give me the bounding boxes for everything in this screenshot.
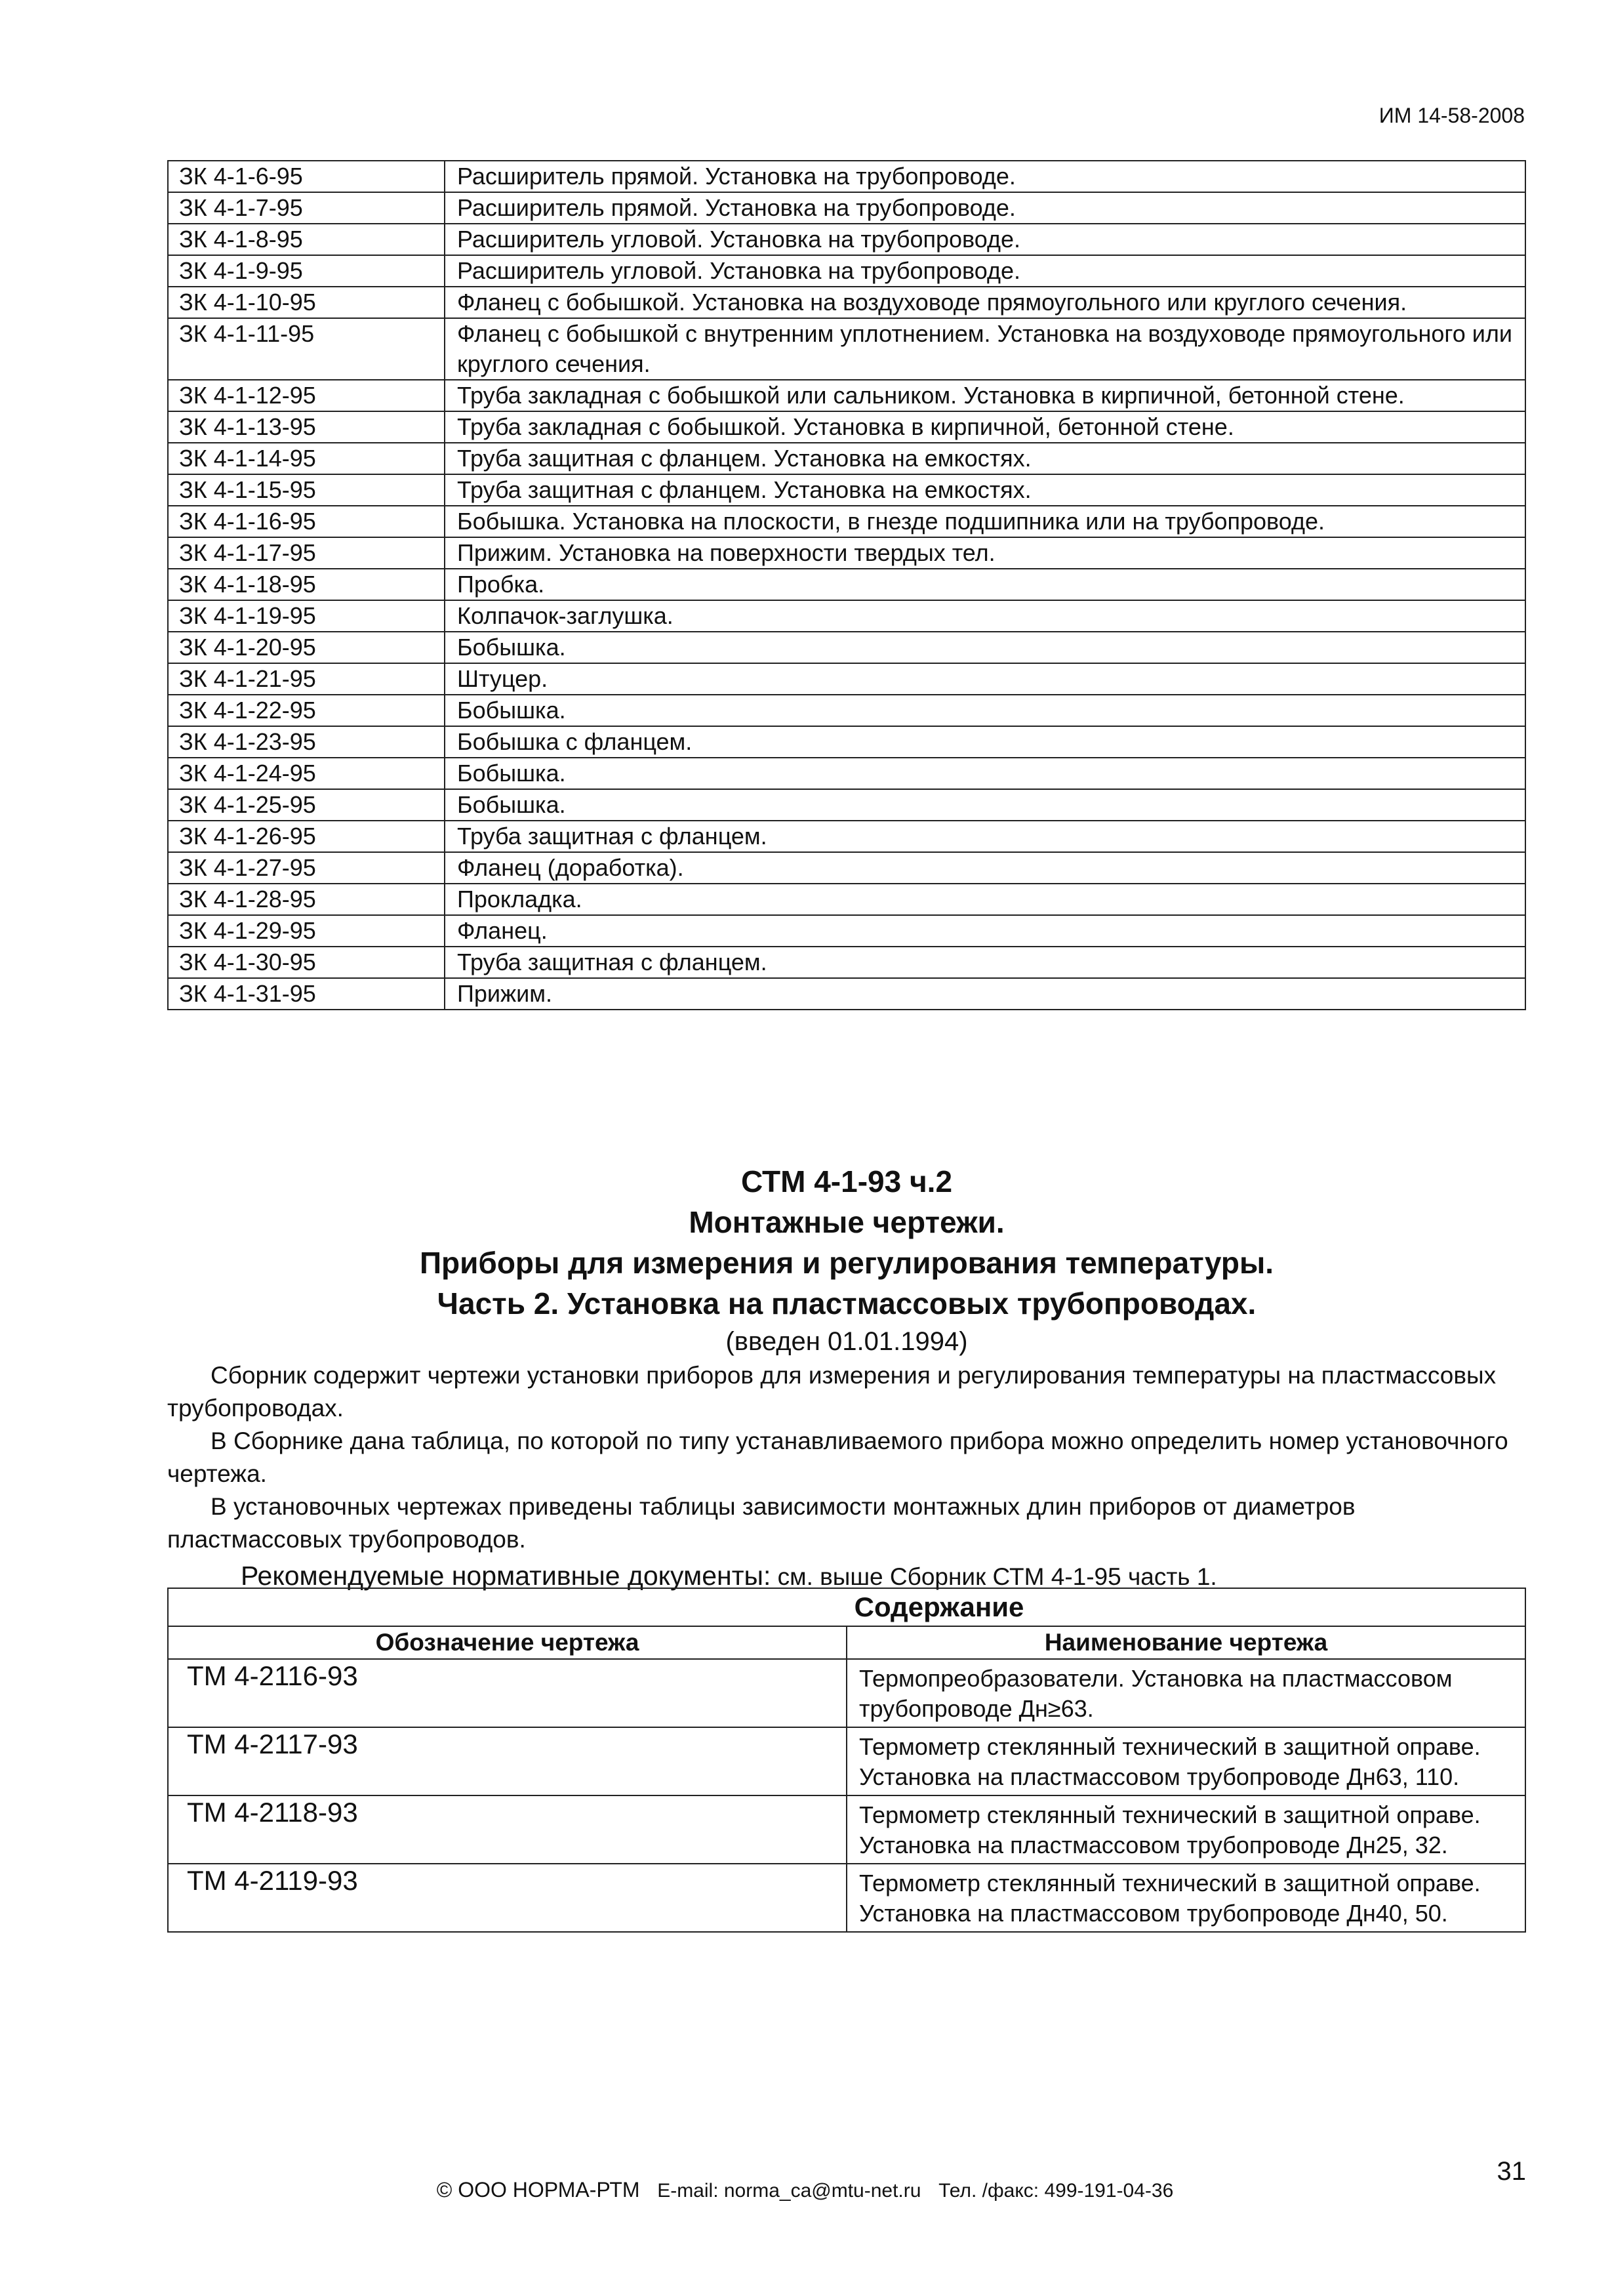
- drawing-name: Прижим. Установка на поверхности твердых тел.: [445, 537, 1525, 569]
- drawing-code: ЗК 4-1-31-95: [168, 978, 445, 1010]
- footer: [0, 2178, 1610, 2202]
- drawing-name: Термометр стеклянный технический в защитной оправе. Установка на пластмассовом трубопроводе Дн25, 32.: [847, 1795, 1525, 1864]
- footer-email: E-mail: norma_ca@mtu-net.ru: [657, 2180, 921, 2202]
- recommended-docs-label: Рекомендуемые нормативные документы:: [241, 1561, 771, 1591]
- drawing-code: ЗК 4-1-16-95: [168, 506, 445, 537]
- recommended-docs-value: см. выше Сборник СТМ 4-1-95 часть 1.: [777, 1563, 1217, 1590]
- introduced-date: (введен 01.01.1994): [725, 1327, 968, 1356]
- table-row: [168, 663, 1525, 695]
- drawing-code: ЗК 4-1-7-95: [168, 192, 445, 224]
- table-row: [168, 161, 1525, 192]
- drawing-code: ЗК 4-1-18-95: [168, 569, 445, 600]
- table-row: [168, 380, 1525, 411]
- drawing-name: Труба закладная с бобышкой. Установка в кирпичной, бетонной стене.: [445, 411, 1525, 443]
- drawing-code: ТМ 4-2119-93: [168, 1864, 847, 1932]
- drawing-name: Термометр стеклянный технический в защитной оправе. Установка на пластмассовом трубопроводе Дн40, 50.: [847, 1864, 1525, 1932]
- drawing-name: Штуцер.: [445, 663, 1525, 695]
- table-row: [168, 1795, 1525, 1864]
- drawing-name: Труба защитная с фланцем. Установка на емкостях.: [445, 443, 1525, 474]
- drawing-name: Прижим.: [445, 978, 1525, 1010]
- table-row: [168, 537, 1525, 569]
- drawing-code: ЗК 4-1-28-95: [168, 884, 445, 915]
- drawing-name: Бобышка.: [445, 789, 1525, 821]
- table-row: [168, 318, 1525, 380]
- drawing-name: Расширитель прямой. Установка на трубопроводе.: [445, 161, 1525, 192]
- stm-section: [167, 1161, 1526, 1595]
- table-row: [168, 947, 1525, 978]
- table-row: [168, 758, 1525, 789]
- paragraph-contents: Сборник содержит чертежи установки приборов для измерения и регулирования температуры на пластмассовых трубопроводах.: [167, 1362, 1497, 1422]
- drawing-code: ЗК 4-1-21-95: [168, 663, 445, 695]
- drawing-code: ЗК 4-1-9-95: [168, 255, 445, 287]
- drawing-name: Фланец с бобышкой. Установка на воздуховоде прямоугольного или круглого сечения.: [445, 287, 1525, 318]
- table-row: [168, 1659, 1525, 1727]
- drawing-code: ЗК 4-1-23-95: [168, 726, 445, 758]
- contents-table: [167, 1588, 1526, 1933]
- section-title-part: Часть 2. Установка на пластмассовых трубопроводах.: [437, 1286, 1257, 1321]
- drawing-code: ЗК 4-1-11-95: [168, 318, 445, 380]
- table-row: [168, 600, 1525, 632]
- drawing-name: Труба защитная с фланцем.: [445, 947, 1525, 978]
- drawing-name: Бобышка. Установка на плоскости, в гнезде подшипника или на трубопроводе.: [445, 506, 1525, 537]
- paragraph-lengths: В установочных чертежах приведены таблицы зависимости монтажных длин приборов от диаметров пластмассовых трубопроводов.: [167, 1493, 1356, 1553]
- drawing-name: Фланец.: [445, 915, 1525, 947]
- drawing-code: ЗК 4-1-22-95: [168, 695, 445, 726]
- table-row: [168, 474, 1525, 506]
- table-row: [168, 569, 1525, 600]
- drawing-code: ЗК 4-1-27-95: [168, 852, 445, 884]
- table-row: [168, 224, 1525, 255]
- drawing-code: ЗК 4-1-19-95: [168, 600, 445, 632]
- drawing-name: Термометр стеклянный технический в защитной оправе. Установка на пластмассовом трубопроводе Дн63, 110.: [847, 1727, 1525, 1795]
- drawing-name: Пробка.: [445, 569, 1525, 600]
- drawing-code: ЗК 4-1-26-95: [168, 821, 445, 852]
- drawing-code: ТМ 4-2117-93: [168, 1727, 847, 1795]
- drawing-name: Колпачок-заглушка.: [445, 600, 1525, 632]
- drawing-code: ЗК 4-1-24-95: [168, 758, 445, 789]
- drawing-name: Бобышка.: [445, 632, 1525, 663]
- drawing-name: Расширитель угловой. Установка на трубопроводе.: [445, 224, 1525, 255]
- drawing-code: ЗК 4-1-13-95: [168, 411, 445, 443]
- table-row: [168, 821, 1525, 852]
- drawing-code: ЗК 4-1-17-95: [168, 537, 445, 569]
- table-row: [168, 506, 1525, 537]
- section-title-subject: Приборы для измерения и регулирования температуры.: [419, 1246, 1274, 1280]
- footer-copyright: © ООО НОРМА-РТМ: [436, 2178, 640, 2202]
- column-header-name: Наименование чертежа: [847, 1626, 1525, 1659]
- drawing-code: ЗК 4-1-15-95: [168, 474, 445, 506]
- drawing-name: Фланец с бобышкой с внутренним уплотнением. Установка на воздуховоде прямоугольного или круглого сечения.: [445, 318, 1525, 380]
- contents-table-body: [168, 1659, 1525, 1932]
- drawing-code: ЗК 4-1-10-95: [168, 287, 445, 318]
- drawing-code: ЗК 4-1-30-95: [168, 947, 445, 978]
- table-row: [168, 1864, 1525, 1932]
- drawing-name: Термопреобразователи. Установка на пластмассовом трубопроводе Дн≥63.: [847, 1659, 1525, 1727]
- drawing-name: Бобышка.: [445, 758, 1525, 789]
- drawing-name: Фланец (доработка).: [445, 852, 1525, 884]
- drawing-name: Прокладка.: [445, 884, 1525, 915]
- section-title-kind: Монтажные чертежи.: [689, 1205, 1005, 1239]
- table-row: [168, 255, 1525, 287]
- drawing-code: ЗК 4-1-12-95: [168, 380, 445, 411]
- document-code: ИМ 14-58-2008: [1379, 104, 1525, 127]
- drawing-name: Расширитель прямой. Установка на трубопроводе.: [445, 192, 1525, 224]
- table-row: [168, 915, 1525, 947]
- drawing-name: Бобышка.: [445, 695, 1525, 726]
- drawing-name: Труба защитная с фланцем.: [445, 821, 1525, 852]
- drawing-code: ТМ 4-2116-93: [168, 1659, 847, 1727]
- drawing-code: ЗК 4-1-8-95: [168, 224, 445, 255]
- table-row: [168, 884, 1525, 915]
- drawing-name: Труба защитная с фланцем. Установка на емкостях.: [445, 474, 1525, 506]
- drawings-table-zk: [167, 160, 1526, 1010]
- section-title-code: СТМ 4-1-93 ч.2: [740, 1164, 953, 1199]
- table-row: [168, 978, 1525, 1010]
- table-row: [168, 852, 1525, 884]
- drawing-name: Расширитель угловой. Установка на трубопроводе.: [445, 255, 1525, 287]
- table-row: [168, 287, 1525, 318]
- table-row: [168, 789, 1525, 821]
- contents-table-caption: Содержание: [168, 1588, 1525, 1626]
- page-number: 31: [1497, 2157, 1526, 2186]
- drawing-name: Бобышка с фланцем.: [445, 726, 1525, 758]
- paragraph-table-info: В Сборнике дана таблица, по которой по типу устанавливаемого прибора можно определить номер установочного чертежа.: [167, 1427, 1508, 1487]
- table-row: [168, 1727, 1525, 1795]
- drawing-code: ЗК 4-1-20-95: [168, 632, 445, 663]
- table-row: [168, 411, 1525, 443]
- drawing-code: ЗК 4-1-25-95: [168, 789, 445, 821]
- table-row: [168, 632, 1525, 663]
- table-row: [168, 443, 1525, 474]
- footer-phone: Тел. /факс: 499-191-04-36: [938, 2180, 1174, 2202]
- table-row: [168, 192, 1525, 224]
- drawing-name: Труба закладная с бобышкой или сальником. Установка в кирпичной, бетонной стене.: [445, 380, 1525, 411]
- drawing-code: ЗК 4-1-14-95: [168, 443, 445, 474]
- drawing-code: ТМ 4-2118-93: [168, 1795, 847, 1864]
- drawing-code: ЗК 4-1-29-95: [168, 915, 445, 947]
- table-row: [168, 695, 1525, 726]
- drawing-code: ЗК 4-1-6-95: [168, 161, 445, 192]
- table-row: [168, 726, 1525, 758]
- drawings-table-zk-body: [168, 161, 1525, 1010]
- column-header-code: Обозначение чертежа: [168, 1626, 847, 1659]
